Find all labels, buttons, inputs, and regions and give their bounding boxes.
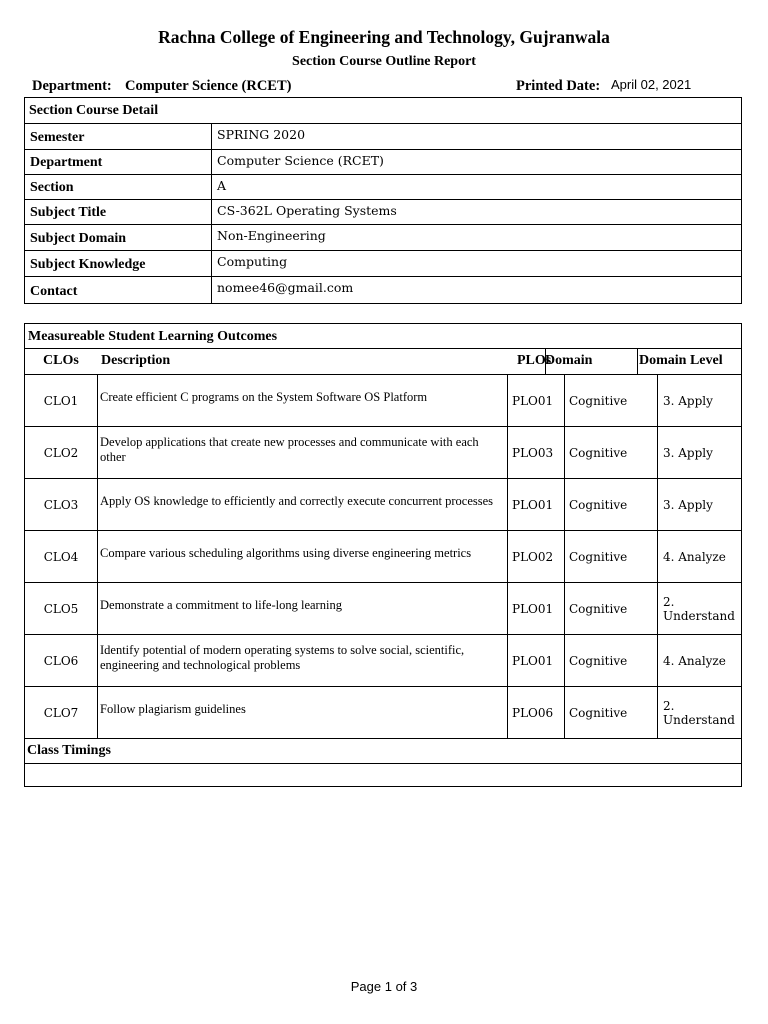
detail-heading: Section Course Detail [25,98,741,124]
description-cell: Create efficient C programs on the System Software OS Platform [100,390,428,404]
plo-cell: PLO01 [508,635,565,686]
description-cell: Apply OS knowledge to efficiently and correctly execute concurrent processes [100,494,494,508]
clo-cell: CLO5 [25,583,98,634]
detail-label: Department [30,155,103,170]
plo-cell: PLO02 [508,531,565,582]
class-timings-heading: Class Timings [25,739,741,764]
level-cell: 3. Apply [663,445,713,460]
domain-cell: Cognitive [565,375,658,426]
printed-date-label: Printed Date: [516,78,601,94]
detail-label: Semester [30,130,85,145]
detail-row-subject-knowledge [25,251,741,277]
printed-date-value: April 02, 2021 [611,77,692,92]
domain-cell: Cognitive [565,583,658,634]
detail-value: SPRING 2020 [217,127,306,142]
detail-value: Computer Science (RCET) [217,153,384,168]
learning-outcomes-table [24,323,742,787]
report-subtitle: Section Course Outline Report [292,54,476,69]
table-row [25,687,741,739]
detail-row-subject-domain [25,225,741,251]
detail-row-contact [25,277,741,303]
plo-cell: PLO03 [508,427,565,478]
table-row [25,375,741,427]
plo-cell: PLO06 [508,687,565,738]
level-cell: 3. Apply [663,393,713,408]
description-cell: Compare various scheduling algorithms using diverse engineering metrics [100,546,472,560]
col-domain-level: Domain Level [639,353,723,368]
detail-row-section [25,175,741,200]
clo-cell: CLO6 [25,635,98,686]
domain-cell: Cognitive [565,427,658,478]
detail-row-subject-title [25,200,741,225]
table-row [25,635,741,687]
plo-cell: PLO01 [508,583,565,634]
outcomes-column-headers [25,349,741,375]
domain-cell: Cognitive [565,531,658,582]
description-cell: Follow plagiarism guidelines [100,702,246,716]
detail-value: Computing [217,254,288,269]
clo-cell: CLO1 [25,375,98,426]
page-number: Page 1 of 3 [350,979,418,994]
clo-cell: CLO2 [25,427,98,478]
plo-cell: PLO01 [508,375,565,426]
level-cell: 2. Understand [663,698,735,727]
detail-label: Subject Knowledge [30,257,146,272]
col-plos: PLOs [517,353,552,368]
detail-label: Contact [30,284,78,299]
detail-label: Section [30,180,74,195]
level-cell: 3. Apply [663,497,713,512]
section-course-detail [24,97,742,304]
table-row [25,583,741,635]
level-cell: 4. Analyze [663,653,726,668]
plo-cell: PLO01 [508,479,565,530]
table-row [25,479,741,531]
detail-value: CS-362L Operating Systems [217,203,397,218]
description-cell: Identify potential of modern operating systems to solve social, scientific, engineering and technological problems [100,642,465,672]
col-domain: Domain [545,353,593,368]
level-cell: 4. Analyze [663,549,726,564]
detail-value: nomee46@gmail.com [217,280,354,295]
detail-row-department [25,150,741,175]
outcomes-heading: Measureable Student Learning Outcomes [25,324,741,349]
domain-cell: Cognitive [565,479,658,530]
department-value: Computer Science (RCET) [125,78,292,94]
description-cell: Develop applications that create new processes and communicate with each other [100,434,479,464]
detail-value: Non-Engineering [217,228,326,243]
detail-row-semester [25,124,741,150]
detail-value: A [217,178,227,193]
clo-cell: CLO3 [25,479,98,530]
clo-cell: CLO4 [25,531,98,582]
table-row [25,531,741,583]
level-cell: 2. Understand [663,594,735,623]
description-cell: Demonstrate a commitment to life-long learning [100,598,342,612]
domain-cell: Cognitive [565,687,658,738]
col-clos: CLOs [43,353,79,368]
class-timings-body [25,764,741,786]
domain-cell: Cognitive [565,635,658,686]
col-description: Description [101,353,171,368]
report-title: Rachna College of Engineering and Technology, Gujranwala [158,27,610,47]
table-row [25,427,741,479]
detail-label: Subject Domain [30,231,127,246]
clo-cell: CLO7 [25,687,98,738]
department-label: Department: [32,78,112,94]
detail-label: Subject Title [30,205,107,220]
